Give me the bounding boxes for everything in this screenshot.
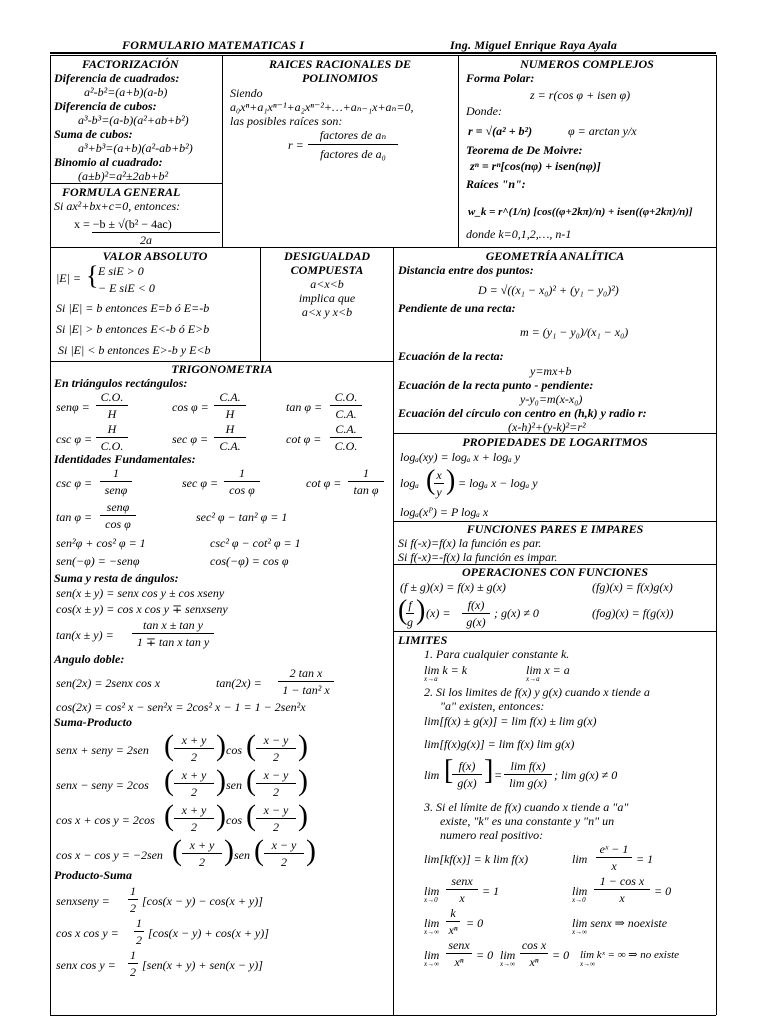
limites-p3-1: 3. Si el límite de f(x) cuando x tiende a "a" bbox=[424, 800, 629, 814]
lim-senx-num: senx bbox=[451, 874, 473, 888]
lim-senxn-bar bbox=[446, 953, 472, 954]
csc-id-bar bbox=[100, 481, 132, 482]
sp4-num-2: x − y bbox=[271, 838, 297, 852]
lim-kxn-rhs: = 0 bbox=[466, 916, 484, 930]
lim-kxn-num: k bbox=[450, 906, 456, 920]
r-definition: r = √(a² + b²) bbox=[468, 124, 533, 138]
csc-def-den: C.O. bbox=[100, 439, 124, 453]
sp2-bar-1 bbox=[174, 783, 214, 784]
recta-formula: y=mx+b bbox=[530, 364, 572, 378]
lim-senx-sub: x→0 bbox=[424, 896, 438, 904]
divider-v1 bbox=[222, 55, 223, 247]
binomial-formula: (a±b)²=a²±2ab+b² bbox=[78, 169, 169, 183]
op-div-paren-open: ( bbox=[398, 595, 408, 626]
operaciones-heading: OPERACIONES CON FUNCIONES bbox=[461, 565, 649, 579]
log-quotient-num: x bbox=[436, 468, 442, 482]
binomial-label: Binomio al cuadrado: bbox=[54, 155, 163, 169]
sec-def-den: C.A. bbox=[219, 439, 241, 453]
suma-resta-label: Suma y resta de ángulos: bbox=[54, 571, 179, 585]
suma-producto-label: Suma-Producto bbox=[54, 715, 133, 729]
ps1-half-den: 2 bbox=[130, 901, 136, 915]
csc-id-den: senφ bbox=[104, 483, 128, 497]
sp3-num-1: x + y bbox=[181, 803, 207, 817]
sp1-cos: cos bbox=[226, 743, 242, 757]
sen-cos-identity: sen²φ + cos² φ = 1 bbox=[56, 536, 146, 550]
log-product: logₐ(xy) = logₐ x + logₐ y bbox=[400, 450, 521, 464]
phi-definition: φ = arctan y/x bbox=[568, 124, 637, 138]
lim-cosxn-sub: x→∞ bbox=[500, 960, 516, 968]
limites-p3-3: numero real positivo: bbox=[440, 828, 544, 842]
sp4-den-1: 2 bbox=[199, 855, 205, 869]
complejos-heading: NUMEROS COMPLEJOS bbox=[520, 57, 654, 71]
sp4-bar-2 bbox=[264, 853, 304, 854]
raices-polynomial: a₀xⁿ+a₁xⁿ⁻¹+a₂xⁿ⁻²+…+aₙ₋₁x+aₙ=0, bbox=[230, 100, 414, 114]
lim-cos-rhs: = 0 bbox=[654, 884, 672, 898]
limites-p2-2: "a" existen, entonces: bbox=[440, 699, 545, 713]
ps2-half-bar bbox=[134, 931, 144, 932]
lim-senxn-sub: x→∞ bbox=[424, 960, 440, 968]
cos-def-num: C.A. bbox=[219, 390, 241, 404]
sp1-num-1: x + y bbox=[181, 733, 207, 747]
ps3-rhs: [sen(x + y) + sen(x − y)] bbox=[142, 958, 263, 972]
quadratic-fraction-bar bbox=[92, 232, 220, 233]
csc-def-num: H bbox=[107, 422, 117, 436]
cos-def-bar bbox=[214, 405, 246, 406]
lim-quot-rden: lim g(x) bbox=[509, 776, 547, 790]
document-author: Ing. Miguel Enrique Raya Ayala bbox=[450, 38, 618, 52]
sp2-paren-2-open: ( bbox=[246, 764, 256, 797]
lim-quot-bracket-close: ] bbox=[484, 755, 494, 786]
csc-def-bar bbox=[96, 437, 128, 438]
lim-quot-lim: lim bbox=[424, 768, 440, 782]
limites-p1: 1. Para cualquier constante k. bbox=[424, 647, 570, 661]
lim-senxn-lim: lim bbox=[424, 948, 440, 962]
lim-cosxn-rhs: = 0 bbox=[552, 948, 570, 962]
sp1-paren-1-close: ) bbox=[216, 729, 226, 762]
log-quotient-lhs: logₐ bbox=[400, 476, 419, 490]
log-quotient-paren-close: ) bbox=[446, 465, 456, 496]
ps3-lhs: senx cos y = bbox=[56, 958, 116, 972]
abs-case-2: − E siE < 0 bbox=[98, 281, 155, 295]
sp1-den-2: 2 bbox=[273, 750, 279, 764]
ps1-lhs: senxseny = bbox=[56, 894, 110, 908]
logaritmos-heading: PROPIEDADES DE LOGARITMOS bbox=[462, 435, 648, 449]
sum-tan-bar bbox=[132, 633, 214, 634]
desigualdad-line-1: a<x<b bbox=[310, 277, 344, 291]
abs-rule-1: Si |E| = b entonces E=b ó E=-b bbox=[56, 301, 210, 315]
ps2-half-den: 2 bbox=[136, 933, 142, 947]
trig-ident-label: Identidades Fundamentales: bbox=[54, 452, 196, 466]
sp2-num-1: x + y bbox=[181, 768, 207, 782]
op-div-tail: ; g(x) ≠ 0 bbox=[494, 606, 539, 620]
punto-pendiente-formula: y-y₀=m(x-x₀) bbox=[520, 392, 583, 406]
sp2-bar-2 bbox=[256, 783, 296, 784]
cot-def-den: C.O. bbox=[334, 439, 358, 453]
lim-senx-noexiste-sub: x→∞ bbox=[572, 928, 588, 936]
lim-quot-den: g(x) bbox=[457, 776, 477, 790]
ps1-half-bar bbox=[128, 899, 138, 900]
op-div-gx: g(x) bbox=[466, 615, 486, 629]
cos-def-den: H bbox=[225, 407, 235, 421]
lim-x: lim x = a bbox=[526, 663, 570, 677]
ps1-rhs: [cos(x − y) − cos(x + y)] bbox=[142, 894, 263, 908]
divider-limites bbox=[393, 631, 716, 632]
op-product: (fg)(x) = f(x)g(x) bbox=[592, 580, 673, 594]
limites-p3-2: existe, "k" es una constante y "n" un bbox=[440, 814, 615, 828]
sp3-lhs: cos x + cos y = 2cos bbox=[56, 813, 155, 827]
sp4-bar-1 bbox=[182, 853, 222, 854]
sp4-sen: sen bbox=[234, 848, 250, 862]
lim-cos-lim: lim bbox=[572, 884, 588, 898]
sp3-num-2: x − y bbox=[263, 803, 289, 817]
raices-denominator: factores de a₀ bbox=[320, 147, 386, 161]
log-quotient-paren-open: ( bbox=[426, 465, 436, 496]
raices-heading-1: RAICES RACIONALES DE bbox=[268, 57, 412, 71]
sp1-paren-2-open: ( bbox=[246, 729, 256, 762]
diff-squares-formula: a²-b²=(a+b)(a-b) bbox=[84, 85, 168, 99]
lim-kxn-sub: x→∞ bbox=[424, 928, 440, 936]
geometria-heading: GEOMETRÍA ANALÍTICA bbox=[485, 249, 625, 263]
sp4-den-2: 2 bbox=[281, 855, 287, 869]
cot-id-den: tan φ bbox=[353, 483, 379, 497]
sp3-den-2: 2 bbox=[273, 820, 279, 834]
abs-rule-3: Si |E| < b entonces E>-b y E<b bbox=[58, 343, 211, 357]
sum-tan-num: tan x ± tan y bbox=[143, 618, 203, 632]
csc-id-num: 1 bbox=[113, 466, 119, 480]
frame-right bbox=[716, 55, 717, 1015]
lim-x-sub: x→a bbox=[526, 675, 540, 683]
sp3-bar-1 bbox=[174, 818, 214, 819]
sp4-num-1: x + y bbox=[189, 838, 215, 852]
desigualdad-line-3: a<x y x<b bbox=[301, 305, 353, 319]
op-div-x-eq: (x) = bbox=[426, 606, 451, 620]
lim-senx-rhs: = 1 bbox=[482, 884, 500, 898]
lim-k-sub: x→a bbox=[424, 675, 438, 683]
lim-quot-eq: = bbox=[494, 768, 503, 782]
punto-pendiente-label: Ecuación de la recta punto - pendiente: bbox=[398, 378, 594, 392]
desigualdad-heading-1: DESIGUALDAD bbox=[283, 249, 370, 263]
lim-quot-tail: ; lim g(x) ≠ 0 bbox=[554, 768, 618, 782]
pendiente-formula: m = (y₁ − y₀)/(x₁ − x₀) bbox=[520, 325, 629, 339]
sec-def-lhs: sec φ = bbox=[172, 432, 209, 446]
double-tan-num: 2 tan x bbox=[289, 666, 323, 680]
double-tan-lhs: tan(2x) = bbox=[216, 676, 262, 690]
op-div-bar-2 bbox=[462, 613, 490, 614]
cot-def-lhs: cot φ = bbox=[286, 432, 322, 446]
sp2-lhs: senx − seny = 2cos bbox=[56, 778, 149, 792]
document-title: FORMULARIO MATEMATICAS I bbox=[122, 38, 305, 52]
sp3-bar-2 bbox=[256, 818, 296, 819]
sp3-paren-1-open: ( bbox=[164, 799, 174, 832]
divider-formula-general bbox=[50, 183, 222, 184]
lim-kx-noexiste: lim kˣ = ∞ ⇒ no existe bbox=[580, 949, 680, 961]
pares-line-2: Si f(-x)=-f(x) la función es impar. bbox=[398, 550, 558, 564]
sen-def-bar bbox=[96, 405, 128, 406]
lim-cosxn-lim: lim bbox=[500, 948, 516, 962]
pares-heading: FUNCIONES PARES E IMPARES bbox=[466, 522, 644, 536]
lim-quot-bar bbox=[452, 774, 482, 775]
quadratic-denominator: 2a bbox=[140, 233, 152, 247]
op-composition: (fog)(x) = f(g(x)) bbox=[592, 606, 674, 620]
recta-label: Ecuación de la recta: bbox=[398, 349, 504, 363]
valor-absoluto-heading: VALOR ABSOLUTO bbox=[102, 249, 208, 263]
sec-def-num: H bbox=[225, 422, 235, 436]
double-tan-bar bbox=[278, 681, 334, 682]
moivre-formula: zⁿ = rⁿ[cos(nφ) + isen(nφ)] bbox=[470, 159, 601, 173]
double-sen-formula: sen(2x) = 2senx cos x bbox=[56, 676, 161, 690]
angulo-doble-label: Angulo doble: bbox=[54, 652, 125, 666]
limites-heading: LIMITES bbox=[398, 633, 448, 647]
sp2-den-2: 2 bbox=[273, 785, 279, 799]
sp2-paren-1-open: ( bbox=[164, 764, 174, 797]
csc-id-lhs: csc φ = bbox=[56, 476, 93, 490]
sum-cubes-label: Suma de cubos: bbox=[54, 127, 133, 141]
abs-lhs: |E| = bbox=[56, 271, 82, 285]
op-div-bar-1 bbox=[406, 613, 414, 614]
roots-formula: w_k = r^(1/n) [cos((φ+2kπ)/n) + isen((φ+2kπ)/n)] bbox=[468, 206, 693, 218]
sp1-paren-2-close: ) bbox=[298, 729, 308, 762]
lim-kf: lim[kf(x)] = k lim f(x) bbox=[424, 852, 529, 866]
divider-v2 bbox=[458, 55, 459, 247]
ps3-half-bar bbox=[128, 963, 138, 964]
lim-cos-den: x bbox=[619, 891, 625, 905]
log-power: logₐ(xᴾ) = P logₐ x bbox=[400, 505, 489, 519]
op-div-g: g bbox=[407, 615, 413, 629]
lim-senx-lim: lim bbox=[424, 884, 440, 898]
lim-cosxn-den: xⁿ bbox=[529, 955, 539, 969]
lim-quot-rbar bbox=[504, 774, 552, 775]
divider-row1 bbox=[50, 247, 716, 248]
formula-general-condition: Si ax²+bx+c=0, entonces: bbox=[54, 199, 181, 213]
op-sum: (f ± g)(x) = f(x) ± g(x) bbox=[400, 580, 506, 594]
ps1-half-num: 1 bbox=[130, 884, 136, 898]
sp2-num-2: x − y bbox=[263, 768, 289, 782]
lim-quot-bracket-open: [ bbox=[444, 755, 454, 786]
sp1-bar-1 bbox=[174, 748, 214, 749]
raices-r-eq: r = bbox=[288, 138, 304, 152]
cot-def-bar bbox=[330, 437, 362, 438]
tan-id-den: cos φ bbox=[105, 517, 131, 531]
sp2-paren-2-close: ) bbox=[298, 764, 308, 797]
lim-exp-den: x bbox=[611, 859, 617, 873]
sec-id-bar bbox=[224, 481, 260, 482]
roots-k-range: donde k=0,1,2,…, n-1 bbox=[466, 227, 572, 241]
sen-def-den: H bbox=[107, 407, 117, 421]
lim-senxn-rhs: = 0 bbox=[476, 948, 494, 962]
sp1-paren-1-open: ( bbox=[164, 729, 174, 762]
moivre-label: Teorema de De Moivre: bbox=[466, 143, 583, 157]
divider-v3 bbox=[260, 247, 261, 361]
sum-cos-formula: cos(x ± y) = cos x cos y ∓ senxseny bbox=[56, 602, 228, 616]
circulo-label: Ecuación del círculo con centro en (h,k) y radio r: bbox=[398, 406, 647, 420]
tan-id-num: senφ bbox=[106, 500, 130, 514]
sp4-paren-2-open: ( bbox=[254, 834, 264, 867]
op-div-fx: f(x) bbox=[467, 598, 485, 612]
producto-suma-label: Producto-Suma bbox=[54, 868, 133, 882]
double-cos-formula: cos(2x) = cos² x − sen²x = 2cos² x − 1 = 1 − 2sen²x bbox=[56, 700, 306, 714]
lim-cos-num: 1 − cos x bbox=[599, 874, 645, 888]
cot-id-bar bbox=[348, 481, 384, 482]
limites-p2-1: 2. Si los limites de f(x) y g(x) cuando x tiende a bbox=[424, 685, 650, 699]
sen-def-num: C.O. bbox=[100, 390, 124, 404]
ps2-lhs: cos x cos y = bbox=[56, 926, 119, 940]
sp3-den-1: 2 bbox=[191, 820, 197, 834]
raices-siendo: Siendo bbox=[230, 86, 263, 100]
lim-senx-den: x bbox=[459, 891, 465, 905]
trig-heading: TRIGONOMETRIA bbox=[171, 362, 273, 376]
log-quotient-bar bbox=[434, 483, 444, 484]
sp2-paren-1-close: ) bbox=[216, 764, 226, 797]
trig-rect-label: En triángulos rectángulos: bbox=[54, 376, 188, 390]
quadratic-numerator: x = −b ± √(b² − 4ac) bbox=[74, 217, 172, 231]
pares-line-1: Si f(-x)=f(x) la función es par. bbox=[398, 536, 542, 550]
raices-n-label: Raíces "n": bbox=[466, 177, 526, 191]
abs-rule-2: Si |E| > b entonces E<-b ó E>b bbox=[56, 322, 210, 336]
double-tan-den: 1 − tan² x bbox=[282, 683, 330, 697]
sum-tan-lhs: tan(x ± y) = bbox=[56, 628, 114, 642]
desigualdad-line-2: implica que bbox=[298, 291, 356, 305]
tan-def-num: C.O. bbox=[334, 390, 358, 404]
frame-top bbox=[50, 55, 716, 56]
sp4-paren-2-close: ) bbox=[306, 834, 316, 867]
raices-heading-2: POLINOMIOS bbox=[301, 71, 378, 85]
sp3-paren-1-close: ) bbox=[216, 799, 226, 832]
diff-cubes-formula: a³-b³=(a-b)(a²+ab+b²) bbox=[78, 113, 189, 127]
lim-senx-noexiste: lim senx ⇒ noexiste bbox=[572, 916, 668, 930]
abs-brace: { bbox=[86, 261, 99, 290]
lim-kxn-bar bbox=[446, 921, 460, 922]
polar-label: Forma Polar: bbox=[466, 71, 535, 85]
sp4-paren-1-open: ( bbox=[172, 834, 182, 867]
lim-kx-sub: x→∞ bbox=[580, 960, 596, 968]
sp4-paren-1-close: ) bbox=[224, 834, 234, 867]
lim-cosxn-num: cos x bbox=[521, 938, 547, 952]
tan-id-lhs: tan φ = bbox=[56, 510, 93, 524]
sec-id-den: cos φ bbox=[229, 483, 255, 497]
frame-bottom bbox=[50, 1015, 716, 1016]
raices-fraction-bar bbox=[308, 144, 398, 145]
distancia-label: Distancia entre dos puntos: bbox=[398, 263, 534, 277]
tan-def-bar bbox=[330, 405, 362, 406]
abs-case-1: E siE > 0 bbox=[98, 264, 144, 278]
sum-tan-den: 1 ∓ tan x tan y bbox=[136, 635, 210, 649]
pendiente-label: Pendiente de una recta: bbox=[398, 301, 516, 315]
lim-quot-num: f(x) bbox=[458, 759, 476, 773]
lim-exp-lim: lim bbox=[572, 852, 588, 866]
log-quotient-den: y bbox=[436, 485, 442, 499]
cot-id-lhs: cot φ = bbox=[306, 476, 342, 490]
sec-id-lhs: sec φ = bbox=[182, 476, 219, 490]
polar-formula: z = r(cos φ + isen φ) bbox=[530, 88, 631, 102]
neg-sen-identity: sen(−φ) = −senφ bbox=[56, 554, 140, 568]
sp2-den-1: 2 bbox=[191, 785, 197, 799]
ps3-half-num: 1 bbox=[130, 948, 136, 962]
lim-cos-bar bbox=[594, 889, 650, 890]
ps3-half-den: 2 bbox=[130, 965, 136, 979]
ps2-half-num: 1 bbox=[136, 916, 142, 930]
complejos-donde: Donde: bbox=[466, 104, 502, 118]
sp3-paren-2-open: ( bbox=[246, 799, 256, 832]
header-rule bbox=[50, 52, 716, 54]
sp2-sen: sen bbox=[226, 778, 242, 792]
lim-exp-bar bbox=[596, 857, 632, 858]
formula-general-heading: FORMULA GENERAL bbox=[62, 185, 181, 199]
sum-sen-formula: sen(x ± y) = senx cos y ± cos xseny bbox=[56, 586, 225, 600]
lim-product: lim[f(x)g(x)] = lim f(x) lim g(x) bbox=[424, 737, 575, 751]
diff-squares-label: Diferencia de cuadrados: bbox=[54, 71, 180, 85]
sum-cubes-formula: a³+b³=(a+b)(a²-ab+b²) bbox=[78, 141, 193, 155]
cot-def-num: C.A. bbox=[335, 422, 357, 436]
lim-senxn-num: senx bbox=[448, 938, 470, 952]
desigualdad-heading-2: COMPUESTA bbox=[290, 263, 364, 277]
csc-cot-identity: csc² φ − cot² φ = 1 bbox=[210, 536, 301, 550]
cot-id-num: 1 bbox=[363, 466, 369, 480]
lim-sum: lim[f(x) ± g(x)] = lim f(x) ± lim g(x) bbox=[424, 714, 597, 728]
ps2-rhs: [cos(x − y) + cos(x + y)] bbox=[148, 926, 269, 940]
tan-def-den: C.A. bbox=[335, 407, 357, 421]
op-div-f: f bbox=[408, 598, 412, 612]
raices-numerator: factores de aₙ bbox=[319, 128, 387, 142]
lim-exp-rhs: = 1 bbox=[636, 852, 654, 866]
factorizacion-heading: FACTORIZACIÓN bbox=[82, 57, 179, 71]
log-quotient-rhs: = logₐ x − logₐ y bbox=[458, 476, 538, 490]
csc-def-lhs: csc φ = bbox=[56, 432, 93, 446]
tan-def-lhs: tan φ = bbox=[286, 400, 323, 414]
sp1-lhs: senx + seny = 2sen bbox=[56, 743, 149, 757]
neg-cos-identity: cos(−φ) = cos φ bbox=[210, 554, 289, 568]
frame-left bbox=[50, 55, 51, 1015]
lim-quot-rnum: lim f(x) bbox=[510, 759, 546, 773]
sen-def-lhs: senφ = bbox=[56, 400, 90, 414]
lim-senxn-den: xⁿ bbox=[454, 955, 464, 969]
sec-id-num: 1 bbox=[239, 466, 245, 480]
circulo-formula: (x-h)²+(y-k)²=r² bbox=[508, 420, 586, 434]
lim-kxn-den: xⁿ bbox=[448, 923, 458, 937]
sp3-paren-2-close: ) bbox=[298, 799, 308, 832]
lim-cos-sub: x→0 bbox=[572, 896, 586, 904]
sp1-den-1: 2 bbox=[191, 750, 197, 764]
lim-cosxn-bar bbox=[520, 953, 548, 954]
cos-def-lhs: cos φ = bbox=[172, 400, 209, 414]
raices-text: las posibles raíces son: bbox=[230, 114, 343, 128]
distancia-formula: D = √((x₁ − x₀)² + (y₁ − y₀)²) bbox=[478, 283, 619, 297]
sp1-bar-2 bbox=[256, 748, 296, 749]
diff-cubes-label: Diferencia de cubos: bbox=[54, 99, 157, 113]
lim-senx-bar bbox=[446, 889, 478, 890]
sp1-num-2: x − y bbox=[263, 733, 289, 747]
sp4-lhs: cos x − cos y = −2sen bbox=[56, 848, 163, 862]
lim-exp-num: eˣ − 1 bbox=[599, 842, 629, 856]
lim-k: lim k = k bbox=[424, 663, 468, 677]
op-div-paren-close: ) bbox=[416, 595, 426, 626]
tan-id-bar bbox=[100, 515, 136, 516]
sec-def-bar bbox=[214, 437, 246, 438]
lim-kxn-lim: lim bbox=[424, 916, 440, 930]
sp3-cos: cos bbox=[226, 813, 242, 827]
sec-tan-identity: sec² φ − tan² φ = 1 bbox=[196, 510, 288, 524]
